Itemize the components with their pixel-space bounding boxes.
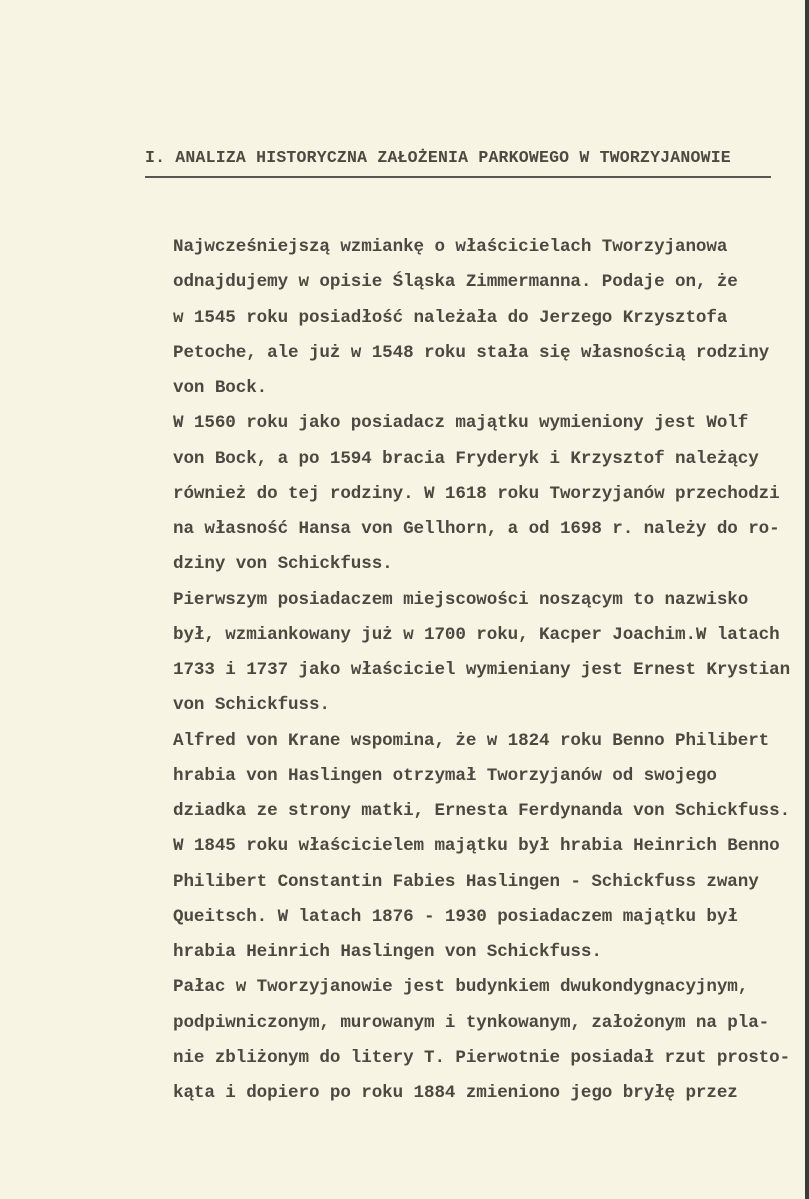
text-line: Petoche, ale już w 1548 roku stała się własnością rodziny (173, 342, 770, 363)
heading-underline (145, 176, 771, 178)
text-line: Pałac w Tworzyjanowie jest budynkiem dwukondygnacyjnym, (173, 977, 749, 998)
text-line: był, wzmiankowany już w 1700 roku, Kacper Joachim.W latach (173, 624, 780, 645)
text-line: dziny von Schickfuss. (173, 554, 393, 575)
section-heading: I. ANALIZA HISTORYCZNA ZAŁOŻENIA PARKOWEGO W TWORZYJANOWIE (145, 148, 731, 167)
text-line: 1733 i 1737 jako właściciel wymieniany jest Ernest Krystian (173, 660, 791, 680)
document-body (173, 230, 803, 1111)
text-line: hrabia Heinrich Haslingen von Schickfuss. (173, 942, 602, 962)
text-line: kąta i dopiero po roku 1884 zmieniono jego bryłę przez (173, 1083, 738, 1103)
text-line: W 1560 roku jako posiadacz majątku wymieniony jest Wolf (173, 413, 749, 434)
text-line: Philibert Constantin Fabies Haslingen - Schickfuss zwany (173, 871, 759, 892)
text-line: podpiwniczonym, murowanym i tynkowanym, założonym na pla- (173, 1012, 770, 1033)
text-line: na własność Hansa von Gellhorn, a od 1698 r. należy do ro- (173, 519, 780, 539)
text-line: odnajdujemy w opisie Śląska Zimmermanna. Podaje on, że (173, 272, 738, 293)
text-line: Najwcześniejszą wzmiankę o właścicielach Tworzyjanowa (173, 237, 728, 257)
text-line: dziadka ze strony matki, Ernesta Ferdynanda von Schickfuss. (173, 801, 791, 821)
scan-edge (805, 0, 809, 1199)
text-line: von Bock. (173, 378, 268, 398)
text-line: Alfred von Krane wspomina, że w 1824 roku Benno Philibert (173, 730, 770, 751)
text-line: nie zbliżonym do litery T. Pierwotnie posiadał rzut prosto- (173, 1047, 791, 1068)
text-line: von Schickfuss. (173, 695, 330, 716)
text-line: Pierwszym posiadaczem miejscowości noszącym to nazwisko (173, 589, 749, 610)
text-line: W 1845 roku właścicielem majątku był hrabia Heinrich Benno (173, 836, 780, 857)
text-line: również do tej rodziny. W 1618 roku Tworzyjanów przechodzi (173, 483, 780, 504)
text-line: hrabia von Haslingen otrzymał Tworzyjanów od swojego (173, 765, 717, 786)
text-line: Queitsch. W latach 1876 - 1930 posiadaczem majątku był (173, 906, 738, 927)
text-line: w 1545 roku posiadłość należała do Jerzego Krzysztofa (173, 307, 728, 328)
text-line: von Bock, a po 1594 bracia Fryderyk i Krzysztof należący (173, 448, 759, 469)
